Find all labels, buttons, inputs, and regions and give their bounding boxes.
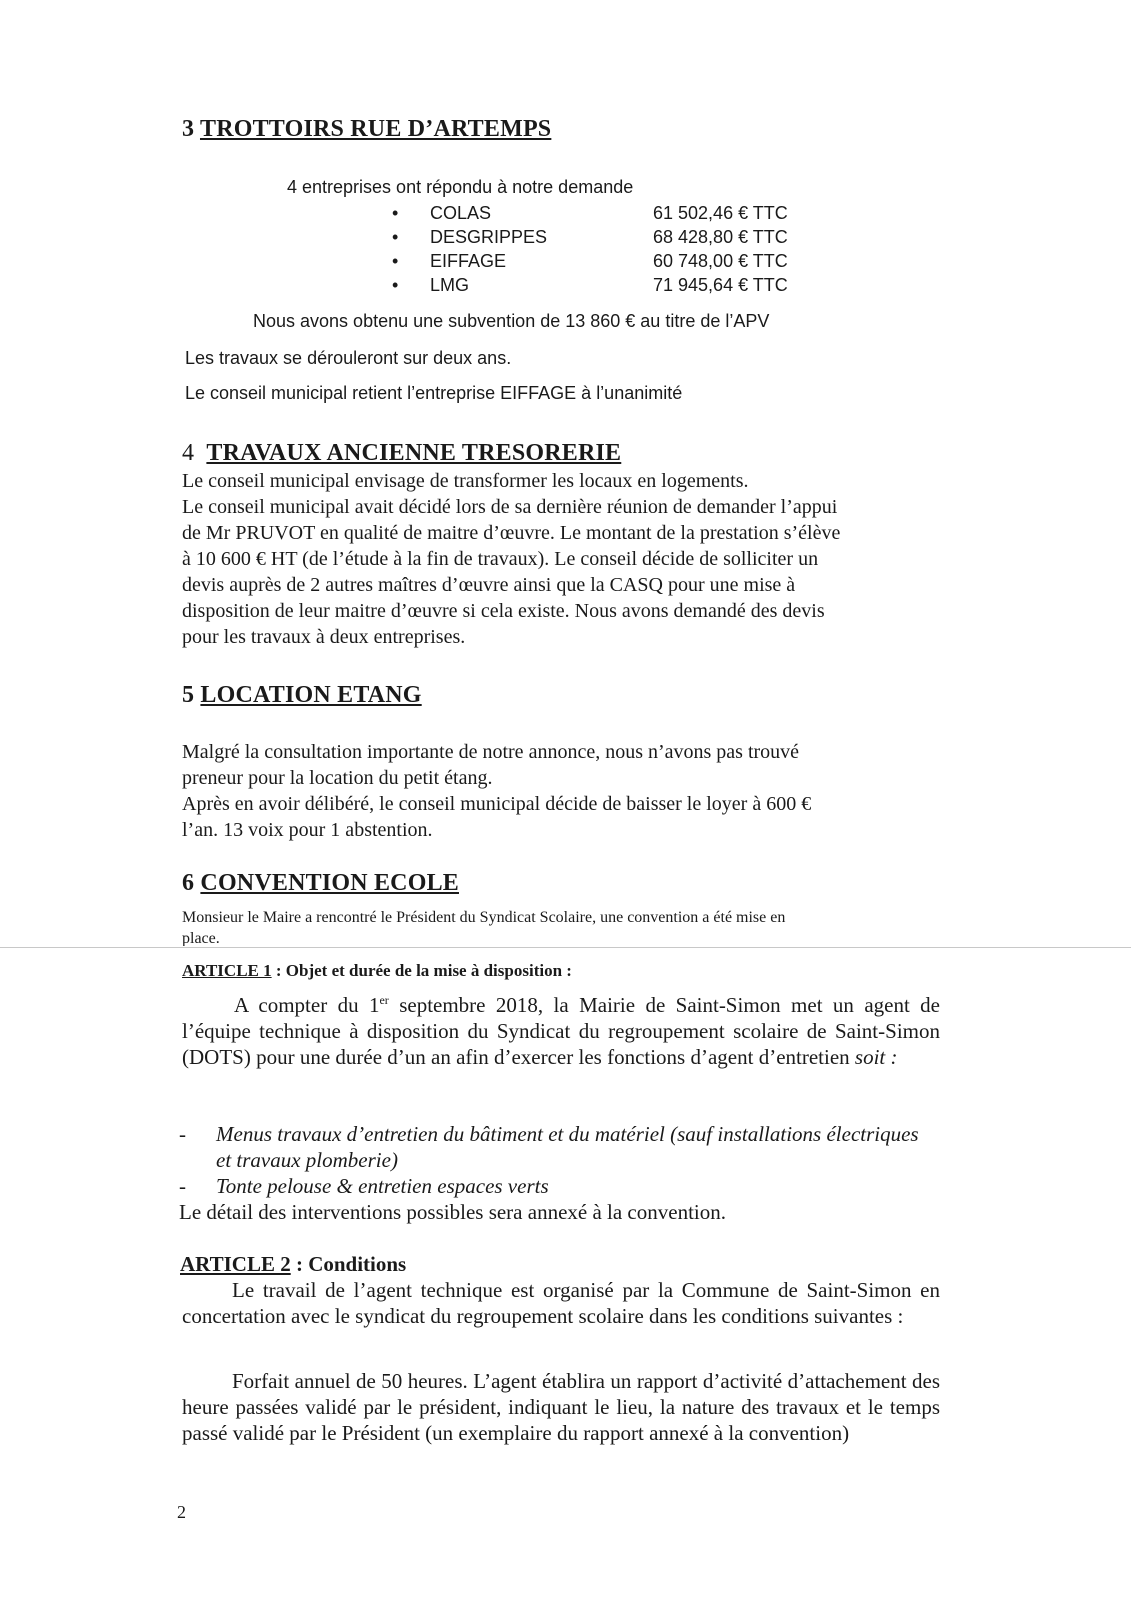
company-name: LMG xyxy=(430,275,470,295)
annex-note: Le détail des interventions possibles sera annexé à la convention. xyxy=(179,1200,726,1224)
section-number: 3 xyxy=(182,116,195,142)
section-4-body xyxy=(182,468,942,650)
bid-amount: 68 428,80 € TTC xyxy=(653,227,788,247)
list-item xyxy=(392,251,812,275)
convention-intro-line-1: Monsieur le Maire a rencontré le Président du Syndicat Scolaire, une convention a été mise en xyxy=(182,909,786,926)
list-item-text: Menus travaux d’entretien du bâtiment et du matériel (sauf installations électriques et travaux plomberie) xyxy=(216,1122,919,1172)
dash-icon: - xyxy=(179,1122,186,1146)
text-line: Malgré la consultation importante de notre annonce, nous n’avons pas trouvé xyxy=(182,741,800,763)
section-3-heading xyxy=(182,116,551,143)
section-title: TRAVAUX ANCIENNE TRESORERIE xyxy=(206,440,622,466)
text-line: l’an. 13 voix pour 1 abstention. xyxy=(182,819,433,841)
company-name: DESGRIPPES xyxy=(430,227,548,247)
bullet-icon: • xyxy=(392,275,399,295)
list-item xyxy=(392,275,812,299)
company-name: COLAS xyxy=(430,203,492,223)
list-item xyxy=(392,227,812,251)
article-1-paragraph xyxy=(182,987,940,1070)
text-line: Le conseil municipal envisage de transformer les locaux en logements. xyxy=(182,470,749,492)
article-title: : Objet et durée de la mise à disposition : xyxy=(271,961,572,980)
article-label: ARTICLE 2 xyxy=(180,1252,291,1276)
page-number: 2 xyxy=(177,1502,186,1522)
convention-intro-line-2: place. xyxy=(182,930,220,946)
article-1-heading xyxy=(182,961,572,981)
company-name: EIFFAGE xyxy=(430,251,507,271)
decision-text: Le conseil municipal retient l’entreprise EIFFAGE à l’unanimité xyxy=(185,383,683,403)
bullet-icon: • xyxy=(392,203,399,223)
article-2-heading xyxy=(180,1251,406,1277)
bullet-icon: • xyxy=(392,251,399,271)
bid-list xyxy=(392,203,812,299)
page-divider xyxy=(0,947,1131,948)
section-number: 4 xyxy=(182,440,195,466)
section-title: TROTTOIRS RUE D’ARTEMPS xyxy=(199,116,552,142)
list-item xyxy=(392,203,812,227)
section-5-body xyxy=(182,739,942,843)
bullet-icon: • xyxy=(392,227,399,247)
bids-intro: 4 entreprises ont répondu à notre demande xyxy=(287,177,634,197)
section-title: CONVENTION ECOLE xyxy=(200,870,459,896)
article-2-paragraph-1: Le travail de l’agent technique est organisé par la Commune de Saint-Simon en concertation avec le syndicat du regroupement scolaire dans les conditions suivantes : xyxy=(182,1278,940,1328)
article-label: ARTICLE 1 xyxy=(182,961,272,980)
article-2-paragraph-2: Forfait annuel de 50 heures. L’agent établira un rapport d’activité d’attachement des heure passées validé par le président, indiquant le lieu, la nature des travaux et le temps passé validé par le Président (un exemplaire du rapport annexé à la convention) xyxy=(182,1369,940,1445)
dash-icon: - xyxy=(179,1174,186,1198)
paragraph-text: septembre 2018, la Mairie de Saint-Simon met un agent de l’équipe technique à disposition du Syndicat du regroupement scolaire de Saint-Simon (DOTS) pour une durée d’un an afin d’exercer les fonctions d’agent d’entretien xyxy=(182,993,941,1069)
text-line: Le conseil municipal avait décidé lors de sa dernière réunion de demander l’appui xyxy=(182,496,838,518)
text-line: preneur pour la location du petit étang. xyxy=(182,767,493,789)
paragraph-text: soit : xyxy=(854,1045,898,1069)
section-4-heading xyxy=(182,440,621,467)
duration-text: Les travaux se dérouleront sur deux ans. xyxy=(185,348,512,368)
text-line: pour les travaux à deux entreprises. xyxy=(182,626,466,648)
text-line: à 10 600 € HT (de l’étude à la fin de travaux). Le conseil décide de solliciter un xyxy=(182,548,819,570)
bid-amount: 60 748,00 € TTC xyxy=(653,251,788,271)
ordinal-suffix: er xyxy=(379,993,389,1007)
text-line: devis auprès de 2 autres maîtres d’œuvre ainsi que la CASQ pour une mise à xyxy=(182,574,796,596)
list-item-text: Tonte pelouse & entretien espaces verts xyxy=(216,1174,549,1198)
section-title: LOCATION ETANG xyxy=(200,682,422,708)
paragraph-text: A compter du 1 xyxy=(234,993,380,1017)
text-line: Après en avoir délibéré, le conseil municipal décide de baisser le loyer à 600 € xyxy=(182,793,812,815)
section-number: 6 xyxy=(182,870,195,896)
text-line: de Mr PRUVOT en qualité de maitre d’œuvre. Le montant de la prestation s’élève xyxy=(182,522,841,544)
text-line: disposition de leur maitre d’œuvre si cela existe. Nous avons demandé des devis xyxy=(182,600,825,622)
section-5-heading xyxy=(182,682,422,709)
bid-amount: 71 945,64 € TTC xyxy=(653,275,788,295)
subsidy-text: Nous avons obtenu une subvention de 13 860 € au titre de l’APV xyxy=(253,311,770,331)
section-6-heading xyxy=(182,870,459,897)
bid-amount: 61 502,46 € TTC xyxy=(653,203,788,223)
article-title: : Conditions xyxy=(290,1252,407,1276)
section-number: 5 xyxy=(182,682,195,708)
